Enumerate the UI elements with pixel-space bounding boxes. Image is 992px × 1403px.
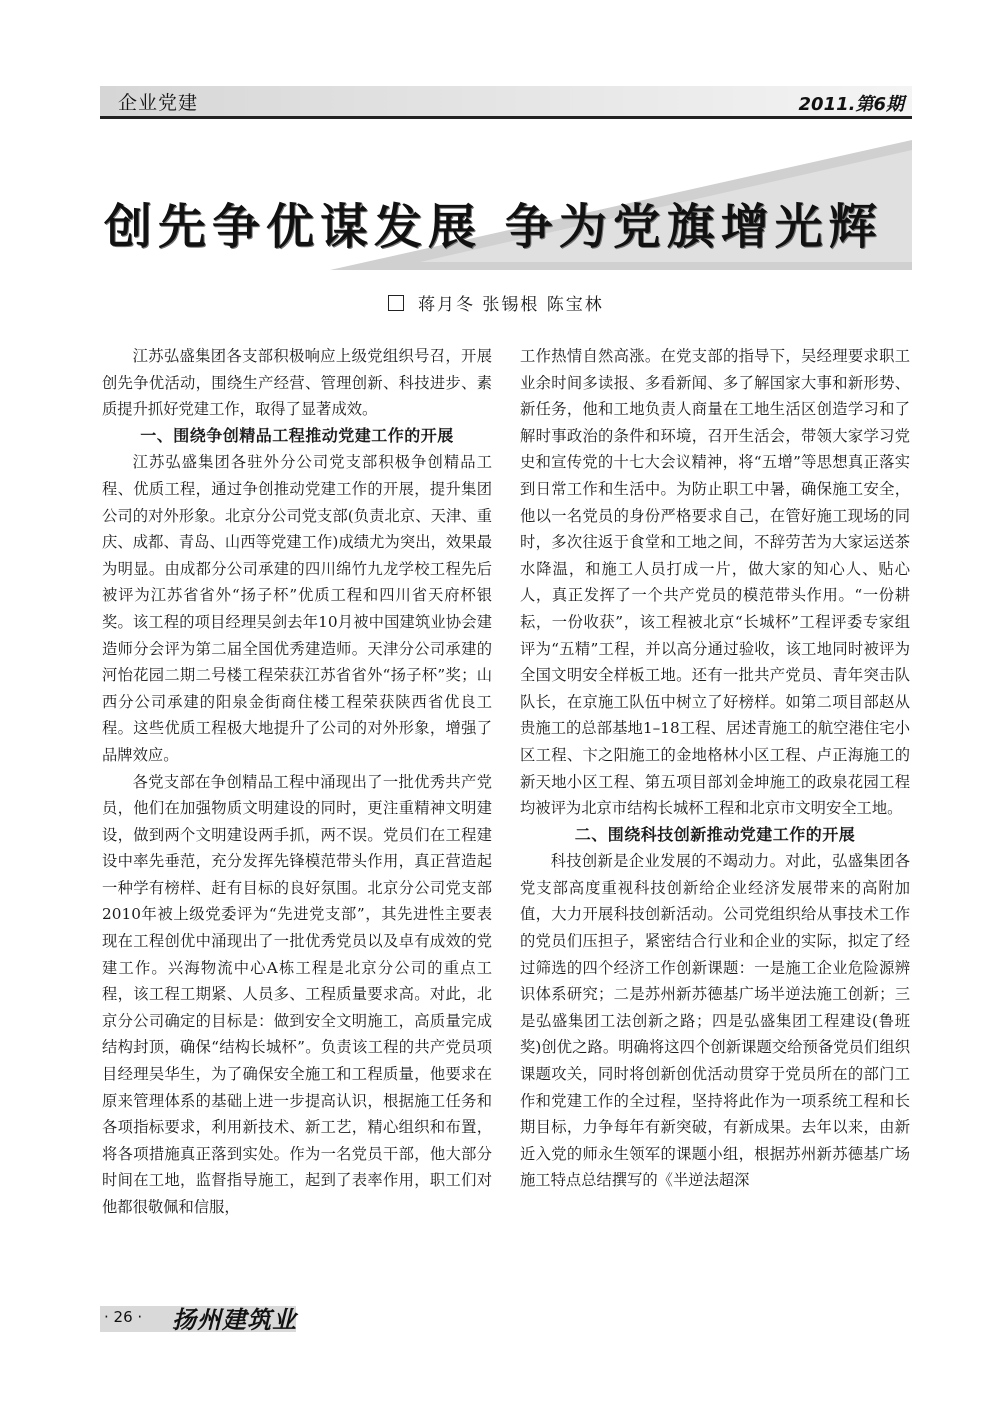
header-band <box>100 86 912 116</box>
journal-name: 扬州建筑业 <box>172 1305 297 1334</box>
paragraph: 科技创新是企业发展的不竭动力。对此，弘盛集团各党支部高度重视科技创新给企业经济发展带来的高附加值，大力开展科技创新活动。公司党组织给从事技术工作的党员们压担子，紧密结合行业和企业的实际，拟定了经过筛选的四个经济工作创新课题：一是施工企业危险源辨识体系研究；二是苏州新苏德基广场半逆法施工创新；三是弘盛集团工法创新之路；四是弘盛集团工程建设(鲁班奖)创优之路。明确将这四个创新课题交给预备党员们组织课题攻关，同时将创新创优活动贯穿于党员所在的部门工作和党建工作的全过程，坚持将此作为一项系统工程和长期目标，力争每年有新突破，有新成果。去年以来，由新近入党的师永生领军的课题小组，根据苏州新苏德基广场施工特点总结撰写的《半逆法超深 <box>520 852 910 1190</box>
section-name: 企业党建 <box>118 92 199 114</box>
authors: 蒋月冬 张锡根 陈宝林 <box>418 295 604 315</box>
page-number: · 26 · <box>104 1308 143 1326</box>
square-bullet-icon <box>388 295 404 311</box>
authors-line <box>388 290 604 315</box>
paragraph: 各党支部在争创精品工程中涌现出了一批优秀共产党员，他们在加强物质文明建设的同时，更注重精神文明建设，做到两个文明建设两手抓，两不误。党员们在工程建设中率先垂范，充分发挥先锋模范带头作用，真正营造起一种学有榜样、赶有目标的良好氛围。北京分公司党支部2010年被上级党委评为“先进党支部”，其先进性主要表现在工程创优中涌现出了一批优秀党员以及卓有成效的党建工作。兴海物流中心A栋工程是北京分公司的重点工程，该工程工期紧、人员多、工程质量要求高。对此，北京分公司确定的目标是：做到安全文明施工，高质量完成结构封顶，确保“结构长城杯”。负责该工程的共产党员项目经理吴华生，为了确保安全施工和工程质量，他要求在原来管理体系的基础上进一步提高认识，根据施工任务和各项指标要求，利用新技术、新工艺，精心组织和布置，将各项措施真正落到实处。作为一名党员干部，他大部分时间在工地，监督指导施工，起到了表率作用，职工们对他都很敬佩和信服， <box>102 772 492 1216</box>
section-heading: 二、围绕科技创新推动党建工作的开展 <box>574 824 856 844</box>
paragraph: 江苏弘盛集团各驻外分公司党支部积极争创精品工程、优质工程，通过争创推动党建工作的开展，提升集团公司的对外形象。北京分公司党支部(负责北京、天津、重庆、成都、青岛、山西等党建工作)成绩尤为突出，效果最为明显。由成都分公司承建的四川绵竹九龙学校工程先后被评为江苏省省外“扬子杯”优质工程和四川省天府杯银奖。该工程的项目经理吴剑去年10月被中国建筑业协会建造师分会评为第二届全国优秀建造师。天津分公司承建的河怡花园二期二号楼工程荣获江苏省省外“扬子杯”奖；山西分公司承建的阳泉金街商住楼工程荣获陕西省优良工程。这些优质工程极大地提升了公司的对外形象，增强了品牌效应。 <box>102 453 492 764</box>
paragraph: 江苏弘盛集团各支部积极响应上级党组织号召，开展创先争优活动，围绕生产经营、管理创新、科技进步、素质提升抓好党建工作，取得了显著成效。 <box>102 347 492 419</box>
right-column <box>520 343 910 1194</box>
section-heading: 一、围绕争创精品工程推动党建工作的开展 <box>140 425 454 445</box>
header-rule <box>100 116 912 119</box>
left-column <box>102 343 492 1221</box>
paragraph: 工作热情自然高涨。在党支部的指导下，吴经理要求职工业余时间多读报、多看新闻、多了解国家大事和新形势、新任务，他和工地负责人商量在工地生活区创造学习和了解时事政治的条件和环境，召开生活会，带领大家学习党史和宣传党的十七大会议精神，将“五增”等思想真正落实到日常工作和生活中。为防止职工中暑，确保施工安全，他以一名党员的身份严格要求自己，在管好施工现场的同时，多次往返于食堂和工地之间，不辞劳苦为大家运送茶水降温，和施工人员打成一片，做大家的知心人、贴心人，真正发挥了一个共产党员的模范带头作用。“一份耕耘，一份收获”，该工程被北京“长城杯”工程评委专家组评为“五精”工程，并以高分通过验收，该工地同时被评为全国文明安全样板工地。还有一批共产党员、青年突击队队长，在京施工队伍中树立了好榜样。如第二项目部赵从贵施工的总部基地1–18工程、居述青施工的航空港住宅小区工程、卞之阳施工的金地格林小区工程、卢正海施工的新天地小区工程、第五项目部刘金坤施工的政泉花园工程均被评为北京市结构长城杯工程和北京市文明安全工地。 <box>520 347 910 818</box>
issue-number: 2011.第6期 <box>798 94 904 115</box>
article-title: 创先争优谋发展 争为党旗增光辉 <box>104 199 883 255</box>
